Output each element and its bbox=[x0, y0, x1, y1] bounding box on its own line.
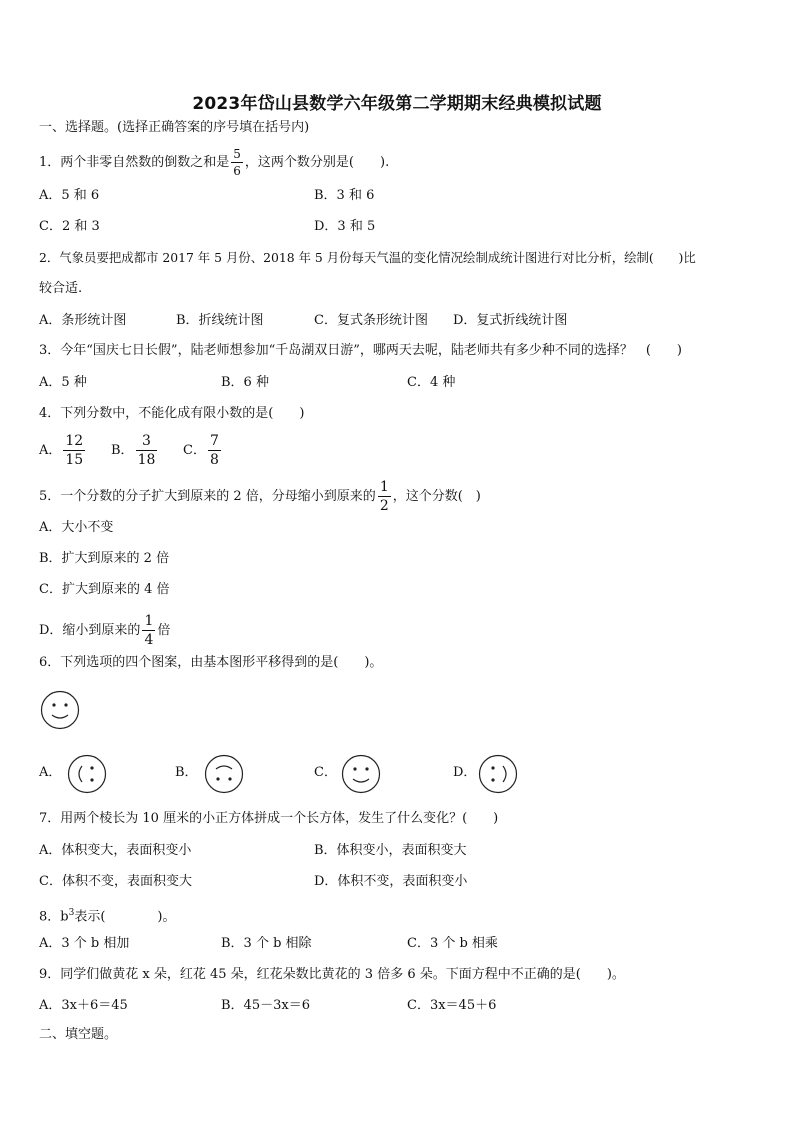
q5-option-b: B．扩大到原来的 2 倍 bbox=[39, 551, 170, 566]
question-1 bbox=[39, 148, 389, 177]
q3-option-c: C．4 种 bbox=[407, 375, 456, 390]
q5-fraction: $\frac{1}{2}$ bbox=[379, 479, 389, 514]
page-title: 2023年岱山县数学六年级第二学期期末经典模拟试题 bbox=[192, 94, 602, 114]
q8-option-c: C．3 个 b 相乘 bbox=[407, 936, 498, 951]
q1-option-d: D．3 和 5 bbox=[314, 219, 376, 234]
q5-option-c: C．扩大到原来的 4 倍 bbox=[39, 582, 170, 597]
q4-option-c: C． $\frac{7}{8}$ bbox=[183, 433, 219, 468]
question-2-line-2: 较合适. bbox=[39, 281, 83, 296]
question-5: 5．一个分数的分子扩大到原来的 2 倍，分母缩小到原来的 $\frac{1}{2}$ ，这个分数( ) bbox=[39, 479, 481, 514]
q3-option-b: B．6 种 bbox=[221, 375, 269, 390]
q9-option-a: A．3x＋6＝45 bbox=[39, 998, 128, 1013]
q5-d-fraction: $\frac{1}{4}$ bbox=[144, 613, 154, 648]
q8-exponent: 3 bbox=[68, 908, 75, 918]
q3-option-a: A．5 种 bbox=[39, 375, 87, 390]
smiley-face-base-icon bbox=[40, 690, 80, 730]
question-7: 7．用两个棱长为 10 厘米的小正方体拼成一个长方体，发生了什么变化？( ) bbox=[39, 811, 499, 826]
question-6: 6．下列选项的四个图案，由基本图形平移得到的是( )。 bbox=[39, 655, 383, 670]
q6-option-d: D． bbox=[453, 765, 477, 780]
q7-option-c: C．体积不变，表面积变大 bbox=[39, 874, 192, 889]
q5-option-d: D．缩小到原来的 $\frac{1}{4}$ 倍 bbox=[39, 613, 171, 648]
q9-option-c: C．3x＝45＋6 bbox=[407, 998, 497, 1013]
q6-option-a: A． bbox=[39, 765, 62, 780]
q4-c-fraction: $\frac{7}{8}$ bbox=[209, 433, 219, 468]
q7-option-b: B．体积变小，表面积变大 bbox=[314, 843, 467, 858]
q1-option-a: A．5 和 6 bbox=[39, 188, 100, 203]
q4-b-fraction: $\frac{3}{18}$ bbox=[137, 433, 156, 468]
question-4: 4．下列分数中，不能化成有限小数的是( ) bbox=[39, 406, 305, 421]
q4-option-a: A． $\frac{12}{15}$ bbox=[39, 433, 84, 468]
question-2-line-1: 2．气象员要把成都市 2017 年 5 月份、2018 年 5 月份每天气温的变化情况绘制成统计图进行对比分析，绘制( )比 bbox=[39, 250, 696, 265]
q4-a-fraction: $\frac{12}{15}$ bbox=[65, 433, 84, 468]
q9-option-b: B．45－3x＝6 bbox=[221, 998, 310, 1013]
q1-option-c: C．2 和 3 bbox=[39, 219, 100, 234]
q1-text-post: ，这两个数分别是( ). bbox=[244, 155, 390, 170]
smiley-translated-icon bbox=[341, 754, 381, 794]
smiley-rotated-left-icon bbox=[67, 754, 107, 794]
section-heading-choice: 一、选择题。(选择正确答案的序号填在括号内) bbox=[39, 120, 310, 135]
q2-option-c: C．复式条形统计图 bbox=[314, 313, 428, 328]
q8-option-b: B．3 个 b 相除 bbox=[221, 936, 312, 951]
q5-option-a: A．大小不变 bbox=[39, 520, 114, 535]
q6-option-b: B． bbox=[175, 765, 198, 780]
q2-option-a: A．条形统计图 bbox=[39, 313, 127, 328]
question-8: 8．$b^3$表示( )。 bbox=[39, 908, 176, 925]
q8-option-a: A．3 个 b 相加 bbox=[39, 936, 130, 951]
section-heading-fill-in: 二、填空题。 bbox=[39, 1027, 118, 1042]
question-3: 3．今年“国庆七日长假”，陆老师想参加“千岛湖双日游”，哪两天去呢，陆老师共有多少种不同的选择？ ( ) bbox=[39, 343, 682, 358]
q2-option-d: D．复式折线统计图 bbox=[453, 313, 568, 328]
question-9: 9．同学们做黄花 x 朵，红花 45 朵，红花朵数比黄花的 3 倍多 6 朵。下面方程中不正确的是( )。 bbox=[39, 967, 625, 982]
smiley-upside-down-icon bbox=[204, 754, 244, 794]
q7-option-a: A．体积变大，表面积变小 bbox=[39, 843, 192, 858]
q4-option-b: B． $\frac{3}{18}$ bbox=[111, 433, 156, 468]
q1-text-pre: 1．两个非零自然数的倒数之和是 bbox=[39, 155, 230, 170]
q1-option-b: B．3 和 6 bbox=[314, 188, 375, 203]
q7-option-d: D．体积不变，表面积变小 bbox=[314, 874, 468, 889]
q2-option-b: B．折线统计图 bbox=[176, 313, 264, 328]
q1-fraction: $\frac{5}{6}$ bbox=[233, 147, 241, 178]
q6-option-c: C． bbox=[314, 765, 337, 780]
smiley-rotated-right-icon bbox=[478, 754, 518, 794]
